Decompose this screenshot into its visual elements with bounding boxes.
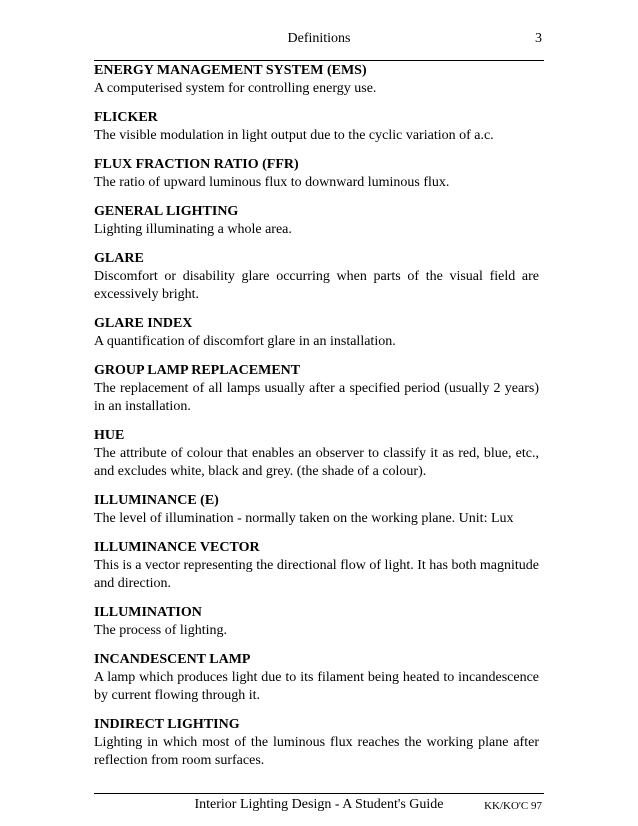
definition-text: The visible modulation in light output due to the cyclic variation of a.c. bbox=[94, 128, 494, 143]
definition-text: Lighting in which most of the luminous flux reaches the working plane after reflection from room surfaces. bbox=[94, 735, 539, 768]
definition-term: GLARE INDEX bbox=[94, 316, 193, 331]
definition-entry bbox=[94, 651, 539, 705]
definition-text: A lamp which produces light due to its filament being heated to incandescence by current flowing through it. bbox=[94, 670, 539, 703]
definition-entry bbox=[94, 156, 539, 192]
definition-entry bbox=[94, 109, 539, 145]
definition-term: ILLUMINANCE (E) bbox=[94, 493, 219, 508]
definition-entry bbox=[94, 203, 539, 239]
header-title: Definitions bbox=[287, 31, 351, 46]
definition-text: A computerised system for controlling energy use. bbox=[94, 81, 377, 96]
definition-term: ILLUMINATION bbox=[94, 605, 202, 620]
definition-term: INCANDESCENT LAMP bbox=[94, 652, 251, 667]
footer-book-title: Interior Lighting Design - A Student's Guide bbox=[194, 797, 444, 812]
definition-entry bbox=[94, 362, 539, 416]
definition-text: Discomfort or disability glare occurring when parts of the visual field are excessively bright. bbox=[94, 269, 539, 302]
definition-entry bbox=[94, 62, 539, 98]
definition-text: This is a vector representing the directional flow of light. It has both magnitude and direction. bbox=[94, 558, 539, 591]
definition-text: The ratio of upward luminous flux to downward luminous flux. bbox=[94, 175, 450, 190]
definition-entry bbox=[94, 716, 539, 770]
definition-term: ENERGY MANAGEMENT SYSTEM (EMS) bbox=[94, 63, 367, 78]
definition-text: A quantification of discomfort glare in an installation. bbox=[94, 334, 396, 349]
definition-text: The attribute of colour that enables an observer to classify it as red, blue, etc., and excludes white, black and grey. (the shade of a colour). bbox=[94, 446, 539, 479]
definitions-list bbox=[94, 62, 539, 781]
definition-entry bbox=[94, 427, 539, 481]
footer-code: KK/KO'C 97 bbox=[484, 800, 542, 812]
page-header bbox=[94, 28, 544, 61]
definition-term: INDIRECT LIGHTING bbox=[94, 717, 240, 732]
definition-term: HUE bbox=[94, 428, 125, 443]
definition-term: FLUX FRACTION RATIO (FFR) bbox=[94, 157, 299, 172]
definition-entry bbox=[94, 492, 539, 528]
page-footer bbox=[94, 793, 544, 818]
page-number: 3 bbox=[535, 31, 542, 46]
definition-text: The level of illumination - normally taken on the working plane. Unit: Lux bbox=[94, 511, 514, 526]
definition-entry bbox=[94, 539, 539, 593]
definition-term: FLICKER bbox=[94, 110, 158, 125]
definition-term: GLARE bbox=[94, 251, 144, 266]
definition-entry bbox=[94, 604, 539, 640]
definition-entry bbox=[94, 250, 539, 304]
definition-term: ILLUMINANCE VECTOR bbox=[94, 540, 260, 555]
definition-term: GENERAL LIGHTING bbox=[94, 204, 239, 219]
definition-term: GROUP LAMP REPLACEMENT bbox=[94, 363, 301, 378]
definition-entry bbox=[94, 315, 539, 351]
definition-text: The process of lighting. bbox=[94, 623, 227, 638]
definition-text: The replacement of all lamps usually after a specified period (usually 2 years) in an installation. bbox=[94, 381, 539, 414]
definition-text: Lighting illuminating a whole area. bbox=[94, 222, 292, 237]
